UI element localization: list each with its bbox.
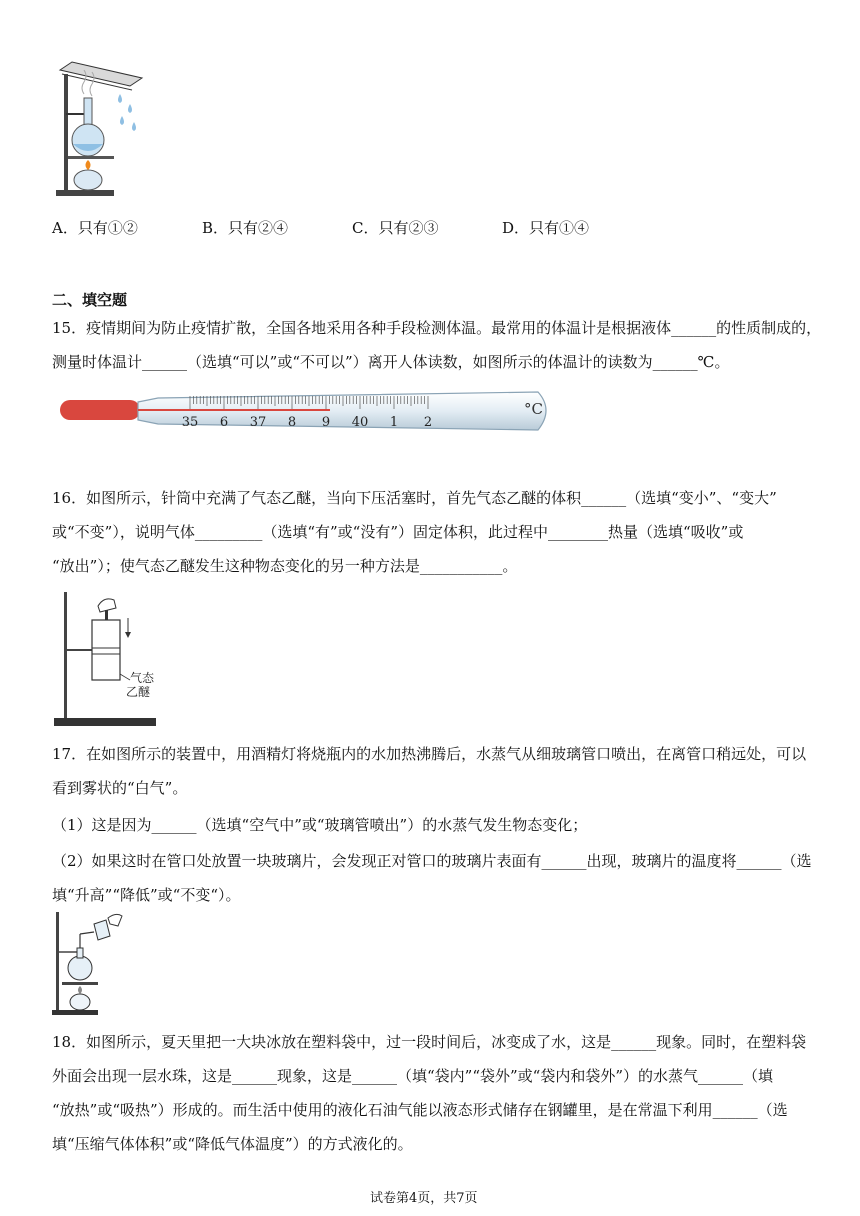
q18-line-2: 外面会出现一层水珠，这是______现象，这是______（填“袋内”“袋外”或“袋内和袋外”）的水蒸气______（填 bbox=[52, 1067, 774, 1085]
thermometer-tick-label: 6 bbox=[219, 415, 229, 430]
thermometer-tick-label: 35 bbox=[181, 415, 199, 430]
q16-line-1: 16．如图所示，针筒中充满了气态乙醚，当向下压活塞时，首先气态乙醚的体积______（选填“变小”、“变大” bbox=[52, 489, 777, 507]
option-d: D．只有①④ bbox=[502, 219, 590, 237]
q17-line-1: 17．在如图所示的装置中，用酒精灯将烧瓶内的水加热沸腾后，水蒸气从细玻璃管口喷出，在离管口稍远处，可以 bbox=[52, 745, 807, 763]
boiling-flask-figure bbox=[50, 908, 130, 1018]
q16-line-3: “放出”）；使气态乙醚发生这种物态变化的另一种方法是___________。 bbox=[52, 557, 518, 575]
q17-line-4: （2）如果这时在管口处放置一块玻璃片，会发现正对管口的玻璃片表面有______出现，玻璃片的温度将______（选 bbox=[52, 852, 812, 870]
figure-label-gas: 气态 bbox=[130, 671, 155, 685]
section-heading: 二、填空题 bbox=[52, 291, 128, 309]
figure-label-ether: 乙醚 bbox=[126, 685, 151, 699]
option-b: B．只有②④ bbox=[202, 219, 289, 237]
thermometer-tick-label: 8 bbox=[287, 415, 297, 430]
q17-line-3: （1）这是因为______（选填“空气中”或“玻璃管喷出”）的水蒸气发生物态变化； bbox=[52, 816, 588, 834]
q15-line-1: 15．疫情期间为防止疫情扩散，全国各地采用各种手段检测体温。最常用的体温计是根据液体______的性质制成的， bbox=[52, 319, 822, 337]
page-footer: 试卷第4页，共7页 bbox=[370, 1191, 478, 1206]
q14-apparatus-figure bbox=[50, 58, 150, 200]
q17-line-5: 填“升高”“降低”或“不变“）。 bbox=[52, 886, 241, 904]
q15-line-2: 测量时体温计______（选填“可以”或“不可以”）离开人体读数，如图所示的体温计的读数为______℃。 bbox=[52, 353, 730, 371]
option-c: C．只有②③ bbox=[352, 219, 439, 237]
syringe-figure bbox=[50, 590, 160, 728]
thermometer-tick-label: 37 bbox=[249, 415, 267, 430]
thermometer-tick-label: 40 bbox=[351, 415, 369, 430]
thermometer-tick-label: 1 bbox=[389, 415, 399, 430]
thermometer-tick-label: 2 bbox=[423, 415, 433, 430]
q18-line-4: 填“压缩气体体积”或“降低气体温度”）的方式液化的。 bbox=[52, 1135, 413, 1153]
thermometer-figure bbox=[58, 388, 558, 434]
q18-line-1: 18．如图所示，夏天里把一大块冰放在塑料袋中，过一段时间后，冰变成了水，这是______现象。同时，在塑料袋 bbox=[52, 1033, 807, 1051]
option-a: A．只有①② bbox=[52, 219, 138, 237]
q16-line-2: 或“不变”），说明气体_________（选填“有”或“没有”）固定体积，此过程中________热量（选填“吸收”或 bbox=[52, 523, 744, 541]
q18-line-3: “放热”或“吸热”）形成的。而生活中使用的液化石油气能以液态形式储存在钢罐里，是在常温下利用______（选 bbox=[52, 1101, 788, 1119]
thermometer-unit: °C bbox=[524, 400, 543, 418]
thermometer-tick-label: 9 bbox=[321, 415, 331, 430]
q17-line-2: 看到雾状的“白气”。 bbox=[52, 779, 188, 797]
